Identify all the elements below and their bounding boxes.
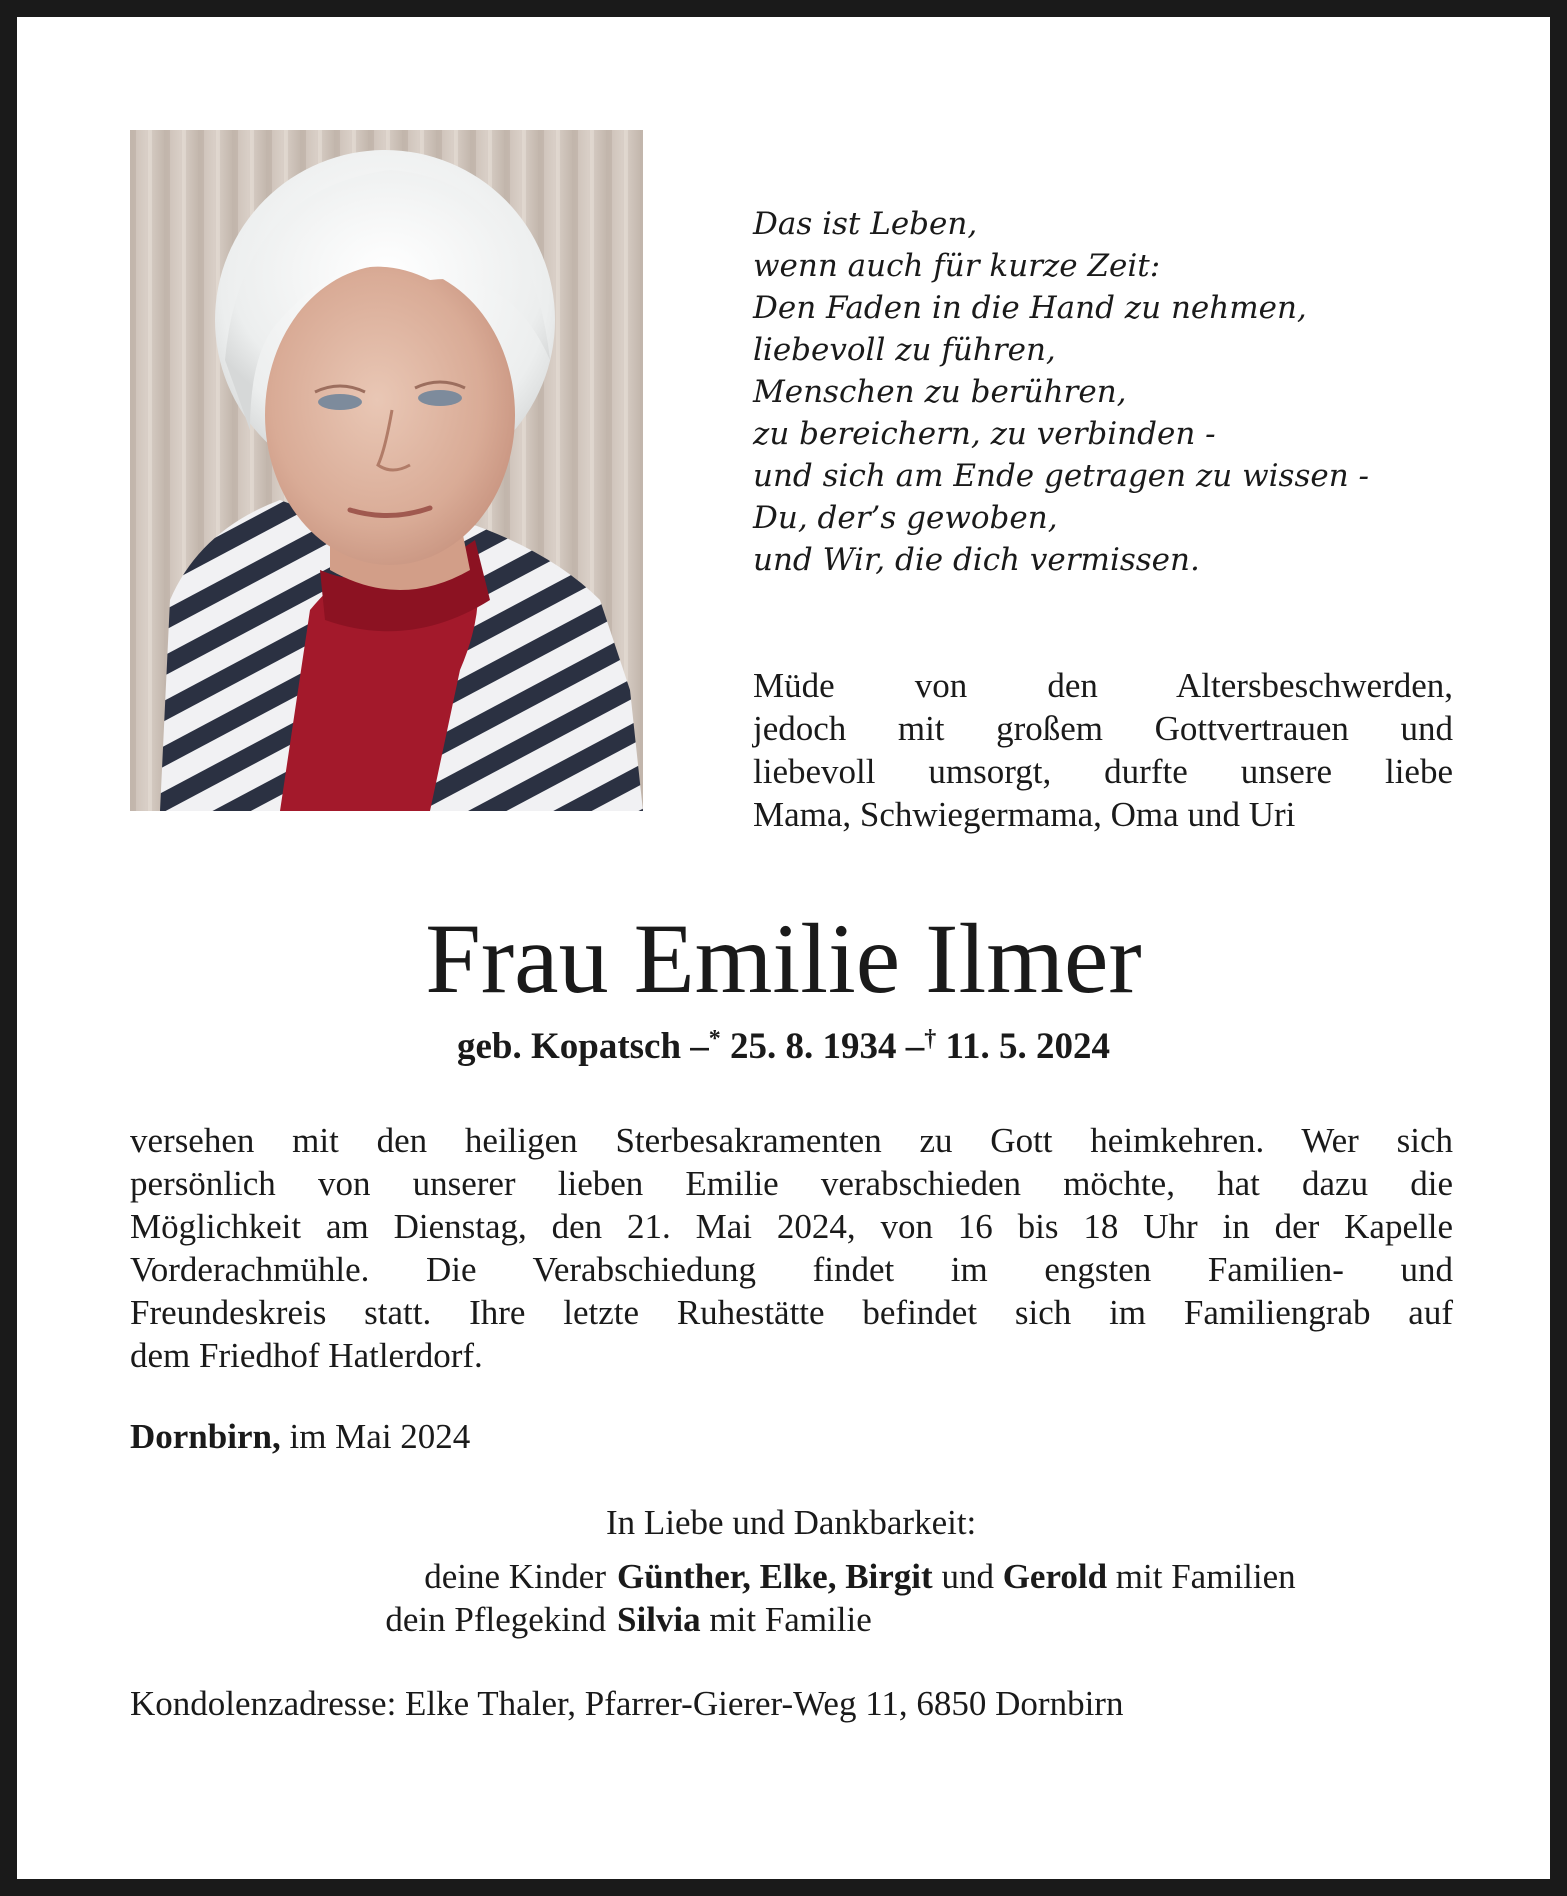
foster-label: dein Pflegekind [385,1600,606,1639]
poem-line: und sich am Ende getragen zu wissen - [753,458,1370,494]
children-and: und [941,1557,994,1596]
foster-name: Silvia [617,1600,701,1639]
children-label: deine Kinder [424,1557,606,1596]
dash: – [690,1026,709,1067]
children-label-box [17,1555,606,1598]
life-dates [17,1025,1550,1069]
poem-line: zu bereichern, zu verbinden - [753,416,1216,452]
body-line: Möglichkeit am Dienstag, den 21. Mai 2024, von 16 bis 18 Uhr in der Kapelle [130,1207,1453,1246]
intro-line: jedoch mit großem Gottvertrauen und [753,709,1453,748]
body-line: Vorderachmühle. Die Verabschiedung findet im engsten Familien- und [130,1250,1453,1289]
poem-line: Den Faden in die Hand zu nehmen, [753,290,1307,326]
place-name: Dornbirn, [130,1417,281,1456]
birth-name: geb. Kopatsch [456,1026,682,1067]
poem [753,203,1453,581]
portrait-photo [130,130,643,811]
children-names-first: Günther, Elke, Birgit [617,1557,933,1596]
poem-line: liebevoll zu führen, [753,332,1056,368]
children-names-last: Gerold [1002,1557,1108,1596]
foster-label-box [17,1598,606,1641]
intro-line: liebevoll umsorgt, durfte unsere liebe [753,752,1453,791]
condolence-address: Kondolenzadresse: Elke Thaler, Pfarrer-Gierer-Weg 11, 6850 Dornbirn [130,1684,1124,1723]
intro-line: Müde von den Altersbeschwerden, [753,666,1453,705]
poem-line: Du, der’s gewoben, [753,500,1058,536]
closing-line: In Liebe und Dankbarkeit: [606,1503,977,1542]
children-suffix: mit Familien [1115,1557,1296,1596]
foster-names [617,1598,872,1641]
intro-paragraph [753,664,1453,836]
death-symbol: † [924,1026,937,1052]
children-names [617,1555,1296,1598]
body-line: persönlich von unserer lieben Emilie verabschieden möchte, hat dazu die [130,1164,1453,1203]
place-date [130,1415,470,1458]
announcement-paragraph [130,1119,1453,1377]
death-date: 11. 5. 2024 [945,1026,1111,1067]
intro-line: Mama, Schwiegermama, Oma und Uri [753,795,1296,834]
birth-symbol: * [708,1026,721,1052]
poem-line: und Wir, die dich vermissen. [753,542,1200,578]
dash: – [905,1026,925,1067]
deceased-name: Frau Emilie Ilmer [425,903,1142,1014]
place-date-text: im Mai 2024 [289,1417,471,1456]
poem-line: wenn auch für kurze Zeit: [753,248,1161,284]
foster-suffix: mit Familie [709,1600,872,1639]
portrait-image [130,130,643,811]
body-line: versehen mit den heiligen Sterbesakramenten zu Gott heimkehren. Wer sich [130,1121,1453,1160]
poem-line: Menschen zu berühren, [753,374,1127,410]
birth-date: 25. 8. 1934 [730,1026,897,1067]
poem-line: Das ist Leben, [753,206,978,242]
body-line: dem Friedhof Hatlerdorf. [130,1336,483,1375]
body-line: Freundeskreis statt. Ihre letzte Ruhestätte befindet sich im Familiengrab auf [130,1293,1453,1332]
